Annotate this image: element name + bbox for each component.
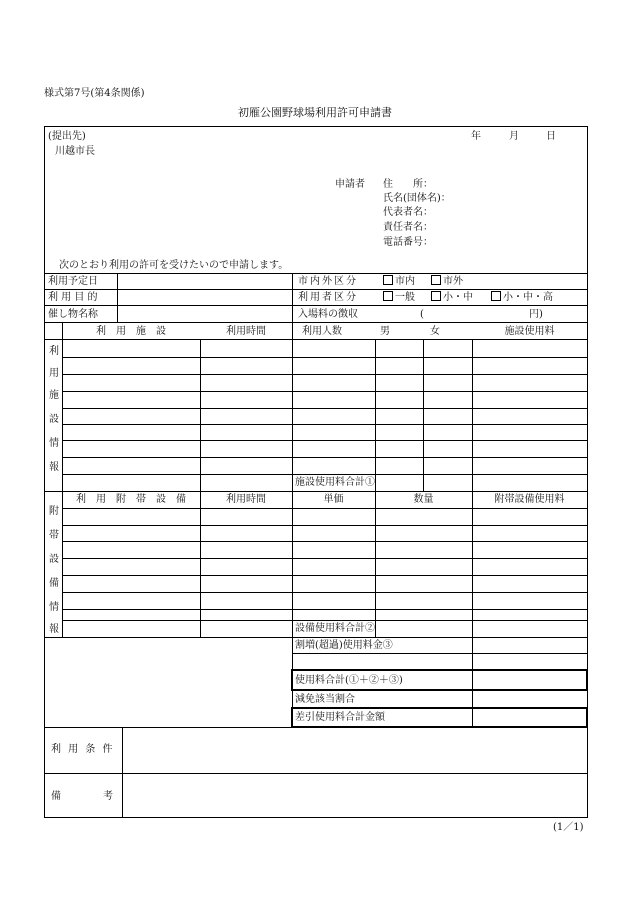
col-quantity: 数量 [413, 494, 434, 505]
event-name-label: 催し物名称 [48, 309, 98, 320]
purpose-field[interactable] [119, 291, 289, 304]
name-field[interactable]: 氏名(団体名)： [383, 193, 451, 204]
conditions-field[interactable] [125, 730, 583, 770]
remarks-label-right: 考 [103, 791, 113, 802]
col-equipment: 利 用 附 帯 設 備 [76, 494, 186, 505]
date-month-label: 月 [509, 131, 519, 142]
col-facility-fee: 施設使用料 [504, 326, 555, 337]
facility-side-char: 情 [49, 438, 59, 449]
planned-date-field[interactable] [119, 275, 289, 288]
user-elem-mid-checkbox[interactable]: 小・中 [431, 291, 473, 304]
col-equipment-time: 利用時間 [226, 494, 266, 505]
facility-side-char: 用 [49, 368, 59, 379]
facility-side-char: 施 [49, 390, 59, 401]
phone-field[interactable]: 電話番号： [383, 237, 433, 248]
remarks-field[interactable] [125, 776, 583, 814]
planned-date-label: 利用予定日 [48, 276, 98, 287]
admission-fee-close: 円) [529, 309, 543, 320]
date-year-label: 年 [471, 131, 481, 142]
checkbox-icon [431, 275, 441, 285]
col-unit-price: 単価 [323, 494, 344, 505]
equipment-side-char: 報 [49, 624, 59, 635]
col-male: 男 [380, 326, 390, 337]
city-in-checkbox[interactable]: 市内 [383, 275, 415, 288]
application-statement: 次のとおり利用の許可を受けたいので申請します。 [59, 260, 289, 271]
representative-field[interactable]: 代表者名： [383, 207, 433, 218]
col-people: 利用人数 [302, 326, 342, 337]
equipment-side-char: 附 [49, 506, 59, 517]
checkbox-icon [383, 275, 393, 285]
col-facility: 利 用 施 設 [96, 326, 166, 337]
mayor-label: 川越市長 [55, 146, 95, 157]
city-division-label: 市内外区分 [298, 276, 358, 287]
event-name-field[interactable] [119, 308, 289, 321]
form-number: 様式第7号(第4条関係) [44, 88, 145, 99]
checkbox-icon [383, 291, 393, 301]
submit-to-label: (提出先) [48, 131, 86, 142]
user-general-checkbox[interactable]: 一般 [383, 291, 415, 304]
facility-side-char: 報 [49, 462, 59, 473]
equipment-side-char: 備 [49, 578, 59, 589]
col-facility-time: 利用時間 [226, 326, 266, 337]
application-form [44, 126, 588, 818]
admission-fee-label: 入場料の徴収 [298, 309, 358, 320]
page-title: 初雁公園野球場利用許可申請書 [238, 106, 392, 119]
reduction-label: 減免該当割合 [295, 694, 355, 705]
conditions-label: 利 用 条 件 [51, 744, 115, 755]
facility-side-char: 設 [49, 414, 59, 425]
user-elem-mid-high-checkbox[interactable]: 小・中・高 [491, 291, 553, 304]
checkbox-icon [431, 291, 441, 301]
admission-fee-open: ( [420, 309, 424, 320]
page-number: (1／1) [553, 822, 584, 833]
surcharge-label: 割増(超過)使用料金③ [295, 640, 393, 651]
facility-total-label: 施設使用料合計① [295, 477, 375, 488]
date-day-label: 日 [546, 131, 556, 142]
purpose-label: 利 用 目 的 [48, 292, 98, 303]
net-total-label: 差引使用料合計金額 [295, 712, 385, 723]
col-female: 女 [430, 326, 440, 337]
equipment-side-char: 帯 [49, 530, 59, 541]
responsible-field[interactable]: 責任者名： [383, 222, 433, 233]
checkbox-icon [491, 291, 501, 301]
equipment-side-char: 情 [49, 602, 59, 613]
user-division-label: 利用者区分 [298, 292, 358, 303]
col-equipment-fee: 附帯設備使用料 [494, 494, 565, 505]
grand-total-label: 使用料合計(①＋②＋③) [295, 675, 403, 686]
applicant-label: 申請者 [335, 179, 365, 190]
remarks-label-left: 備 [51, 791, 61, 802]
facility-side-char: 利 [49, 346, 59, 357]
city-out-checkbox[interactable]: 市外 [431, 275, 463, 288]
equipment-side-char: 設 [49, 554, 59, 565]
equipment-total-label: 設備使用料合計② [295, 623, 375, 634]
address-field[interactable]: 住 所： [383, 179, 433, 190]
